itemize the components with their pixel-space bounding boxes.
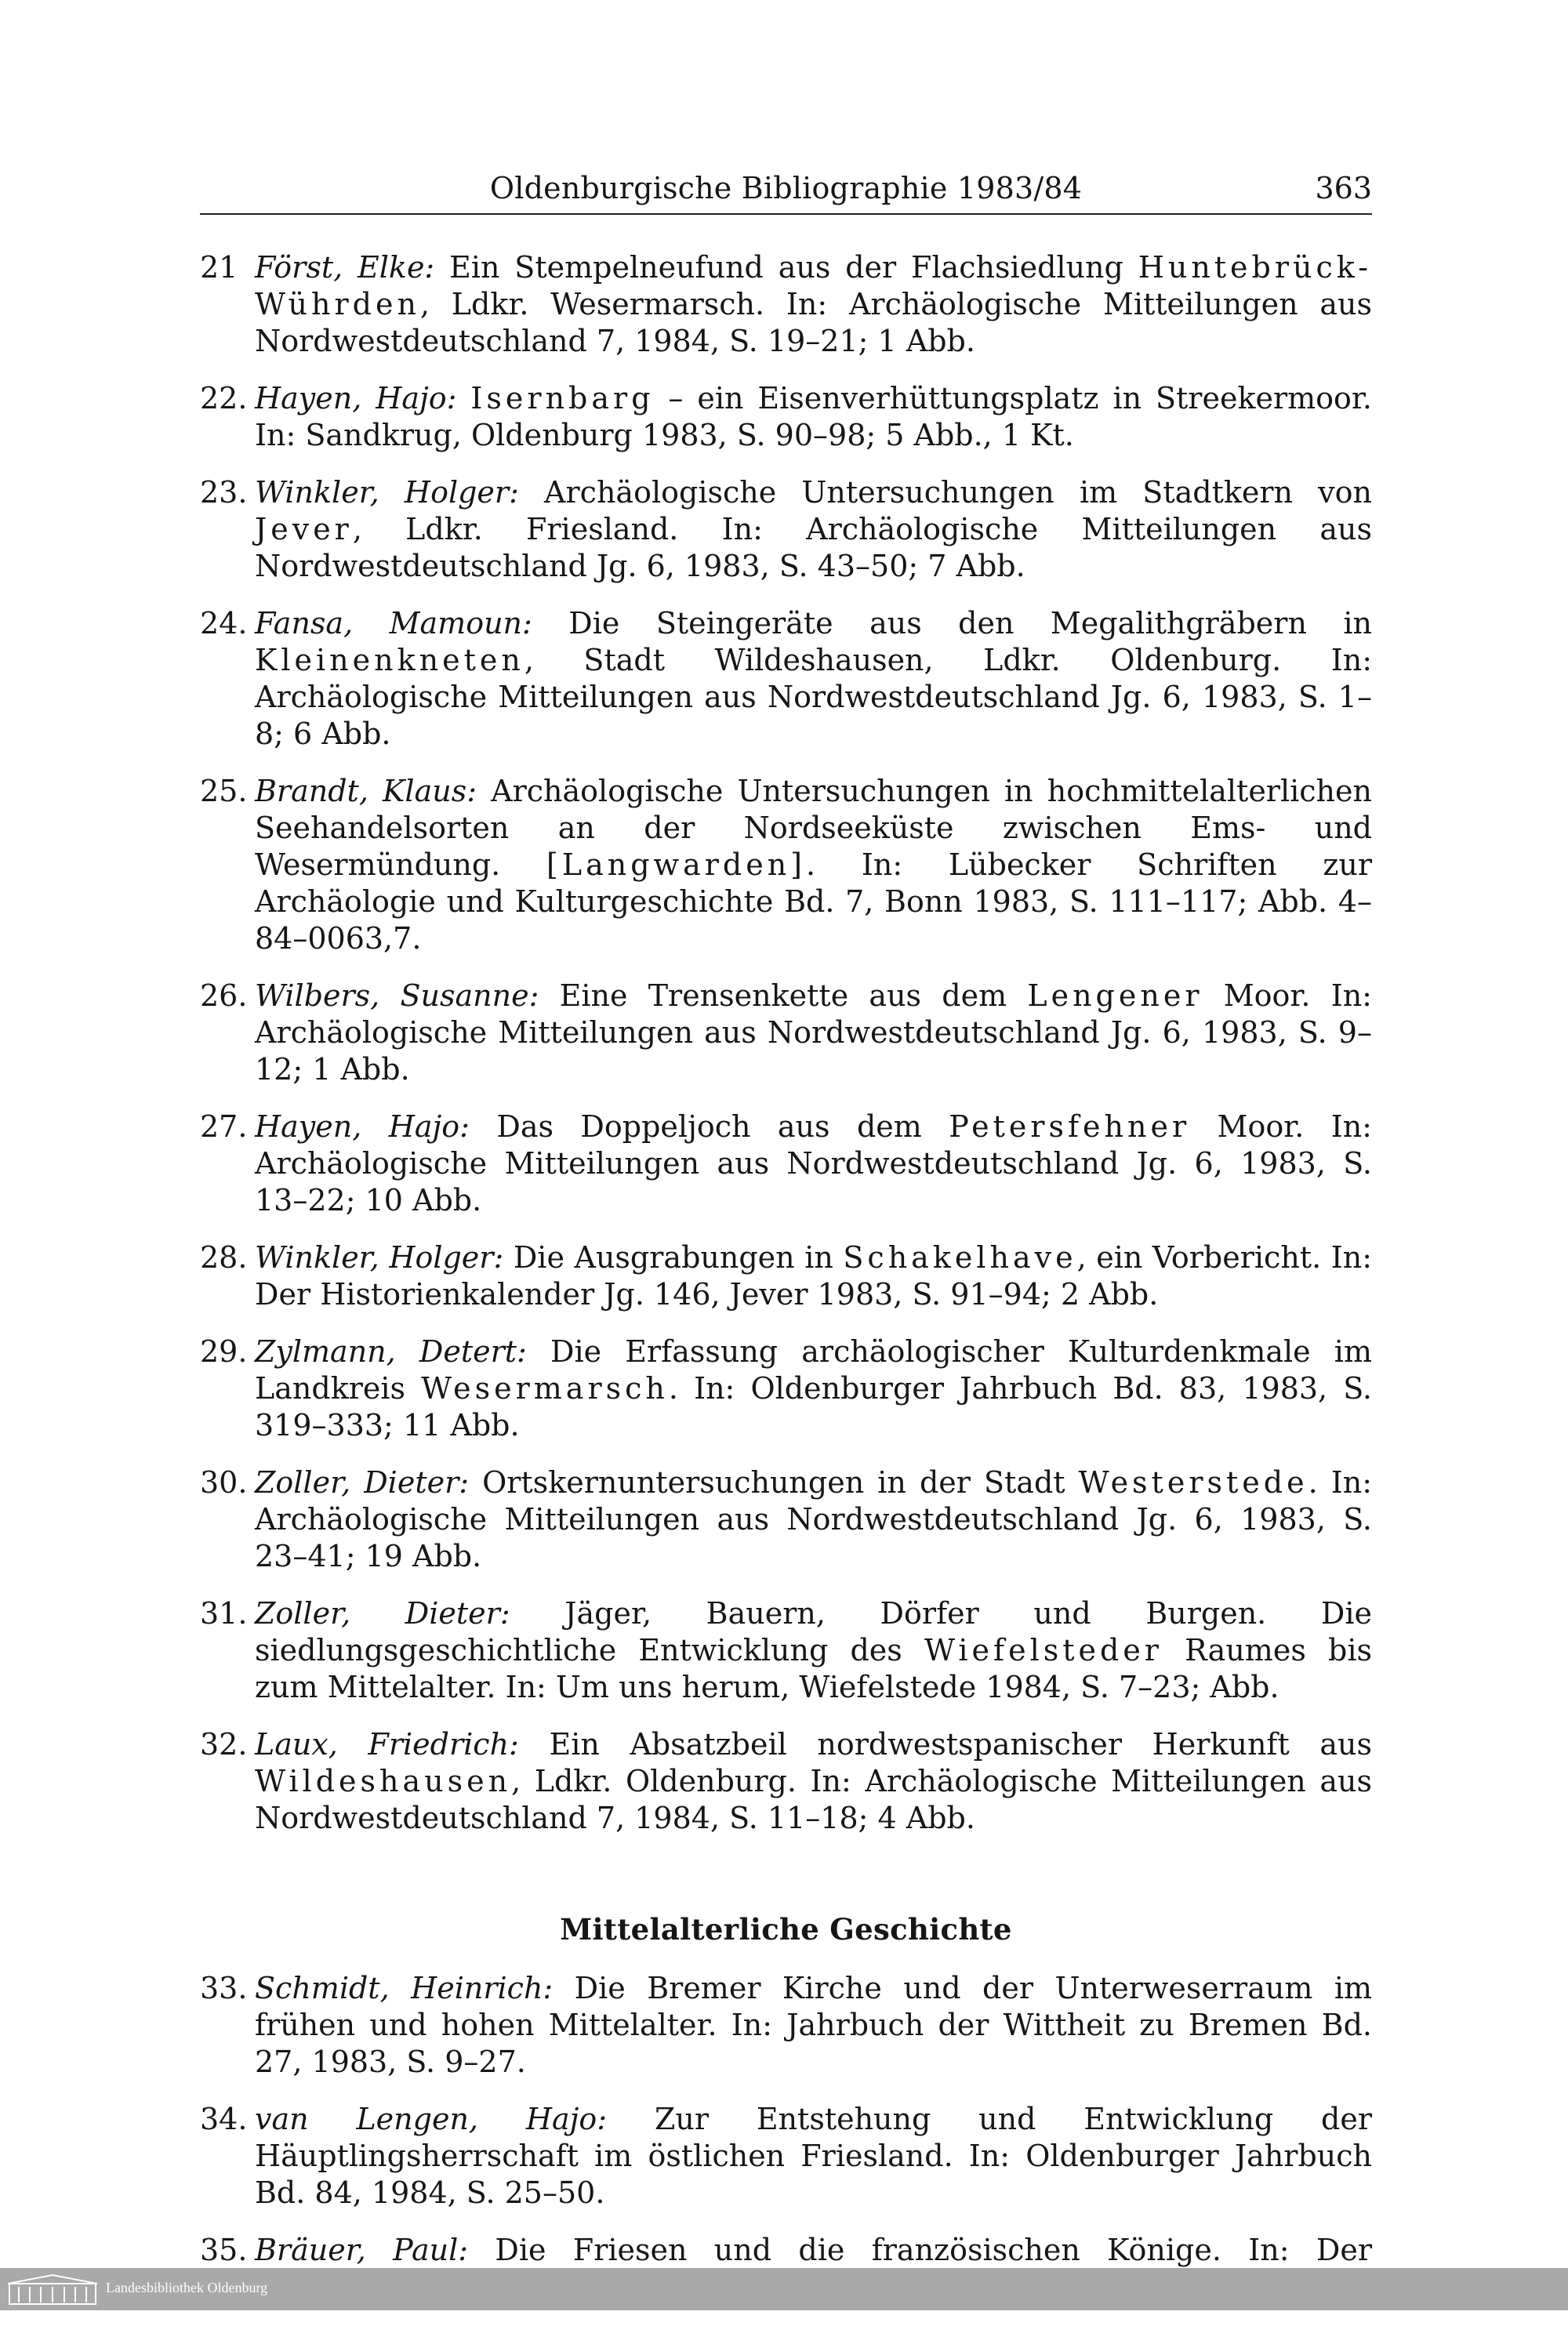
entry-author: Laux, Friedrich: — [255, 1727, 519, 1762]
entry-text: Die Ausgrabungen in — [503, 1240, 844, 1275]
entry-text: Jäger, Bauern, Dörfer und Burgen. Die siedlungsgeschichtliche Entwicklung des — [255, 1596, 1373, 1667]
bibliography-body — [200, 249, 1372, 2326]
entry-author: Först, Elke: — [255, 250, 435, 285]
entry-number: 29. — [200, 1334, 248, 1369]
spaced-place-name: Jever — [255, 512, 353, 546]
entry-number: 27. — [200, 1109, 248, 1144]
library-name: Landesbibliothek Oldenburg — [106, 2280, 268, 2295]
entry-author: Hayen, Hajo: — [255, 381, 457, 415]
entry-author: van Lengen, Hajo: — [255, 2102, 608, 2136]
entry-number: 31. — [200, 1596, 248, 1631]
entry-list — [200, 249, 1372, 1837]
entry-number: 23. — [200, 475, 248, 510]
entry-text: Zur Entstehung und Entwicklung der Häuptlingsherrschaft im östlichen Friesland. In: Oldenburger Jahrbuch Bd. 84, 1984, S. 25–50. — [255, 2102, 1373, 2210]
entry-author: Zoller, Dieter: — [255, 1596, 510, 1631]
entry-text: Die Friesen und die französischen Könige. In: Der — [495, 2233, 1372, 2267]
bibliography-entry — [200, 474, 1372, 585]
entry-text — [456, 381, 470, 415]
entry-text: . In: Oldenburger Jahrbuch Bd. 83, 1983, S. 319–333; 11 Abb. — [255, 1371, 1373, 1442]
spaced-place-name: Isernbarg — [470, 381, 655, 415]
entry-text: . In: Archäologische Mitteilungen aus Nordwestdeutschland Jg. 6, 1983, S. 23–41; 19 Abb. — [255, 1465, 1372, 1573]
entry-text: Die Erfassung archäologischer Kulturdenkmale im Landkreis — [255, 1334, 1372, 1406]
entry-number: 34. — [200, 2102, 248, 2136]
bibliography-entry — [200, 1595, 1372, 1706]
bibliography-entry — [200, 249, 1372, 360]
spaced-place-name: Westerstede — [1078, 1465, 1308, 1500]
entry-text: , Ldkr. Oldenburg. In: Archäologische Mitteilungen aus Nordwestdeutschland 7, 1984, S. 11–18; 4 Abb. — [255, 1764, 1372, 1835]
bibliography-entry — [200, 1726, 1372, 1837]
entry-author: Brandt, Klaus: — [255, 774, 477, 808]
entry-author: Fansa, Mamoun: — [255, 606, 532, 640]
entry-text: Moor. In: Archäologische Mitteilungen aus Nordwestdeutschland Jg. 6, 1983, S. 13–22; 10 Abb. — [255, 1109, 1372, 1217]
entry-text: Die Bremer Kirche und der Unterweserraum im frühen und hohen Mittelalter. In: Jahrbuch der Wittheit zu Bremen Bd. 27, 1983, S. 9–27. — [255, 1971, 1373, 2079]
entry-number: 25. — [200, 774, 248, 808]
entry-text: , ein Vorbericht. In: Der Historienkalender Jg. 146, Jever 1983, S. 91–94; 2 Abb. — [255, 1240, 1372, 1312]
entry-text: , Ldkr. Friesland. In: Archäologische Mitteilungen aus Nordwestdeutschland Jg. 6, 1983, S. 43–50; 7 Abb. — [255, 512, 1372, 583]
entry-number: 32. — [200, 1727, 248, 1762]
header-title: Oldenburgische Bibliographie 1983/84 — [489, 171, 1083, 205]
bibliography-entry — [200, 1109, 1372, 1219]
entry-text: , Ldkr. Wesermarsch. In: Archäologische Mitteilungen aus Nordwestdeutschland 7, 1984, S. 19–21; 1 Abb. — [255, 287, 1372, 358]
entry-text: Ortskernuntersuchungen in der Stadt — [469, 1465, 1079, 1500]
entry-text: – ein Eisenverhüttungsplatz in Streekermoor. In: Sandkrug, Oldenburg 1983, S. 90–98; 5 Abb., 1 Kt. — [255, 381, 1372, 452]
entry-number: 22. — [200, 381, 248, 415]
entry-text: Raumes bis zum Mittelalter. In: Um uns herum, Wiefelstede 1984, S. 7–23; Abb. — [255, 1633, 1372, 1704]
entry-author: Winkler, Holger: — [255, 475, 519, 510]
footer-bar — [0, 2268, 1568, 2310]
spaced-place-name: Wildeshausen — [255, 1764, 512, 1798]
entry-text: , Stadt Wildeshausen, Ldkr. Oldenburg. In: Archäologische Mitteilungen aus Nordwestdeutschland Jg. 6, 1983, S. 1–8; 6 Abb. — [255, 643, 1372, 751]
bibliography-entry — [200, 1239, 1372, 1313]
section-heading: Mittelalterliche Geschichte — [560, 1912, 1012, 1947]
entry-author: Winkler, Holger: — [255, 1240, 504, 1275]
entry-author: Zylmann, Detert: — [255, 1334, 527, 1369]
entry-author: Wilbers, Susanne: — [255, 978, 539, 1013]
entry-text: Archäologische Untersuchungen in hochmittelalterlichen Seehandelsorten an der Nordseeküste zwischen Ems- und Wesermündung. — [255, 774, 1372, 882]
spaced-place-name: Lengener — [1027, 978, 1203, 1013]
spaced-place-name: Huntebrück-Wührden — [255, 250, 1372, 321]
entry-number: 21 — [200, 250, 238, 285]
spaced-place-name: Kleinenkneten — [255, 643, 524, 677]
spaced-place-name: Schakelhave — [843, 1240, 1077, 1275]
bibliography-entry — [200, 1334, 1372, 1444]
entry-number: 28. — [200, 1240, 248, 1275]
entry-text: Moor. In: Archäologische Mitteilungen aus Nordwestdeutschland Jg. 6, 1983, S. 9–12; 1 Abb. — [255, 978, 1372, 1087]
entry-author: Schmidt, Heinrich: — [255, 1971, 554, 2005]
entry-text: . In: Lübecker Schriften zur Archäologie und Kulturgeschichte Bd. 7, Bonn 1983, S. 111–117; Abb. 4–84–0063,7. — [255, 847, 1372, 956]
bibliography-entry — [200, 2101, 1372, 2212]
page-number: 363 — [1315, 171, 1372, 205]
bibliography-entry — [200, 1970, 1372, 2081]
running-header — [200, 166, 1372, 215]
entry-text: Ein Absatzbeil nordwestspanischer Herkunft aus — [518, 1727, 1372, 1762]
entry-text: Eine Trensenkette aus dem — [539, 978, 1028, 1013]
entry-text: Die Steingeräte aus den Megalithgräbern in — [532, 606, 1372, 640]
spaced-place-name: Wesermarsch — [421, 1371, 669, 1406]
bibliography-entry — [200, 978, 1372, 1088]
entry-author: Hayen, Hajo: — [255, 1109, 470, 1144]
entry-text: Ein Stempelneufund aus der Flachsiedlung — [434, 250, 1138, 285]
bibliography-entry — [200, 1464, 1372, 1575]
entry-number: 33. — [200, 1971, 248, 2005]
bibliography-entry — [200, 605, 1372, 753]
spaced-place-name: Wiefelsteder — [924, 1633, 1163, 1667]
entry-number: 26. — [200, 978, 248, 1013]
entry-list — [200, 1970, 1372, 2306]
entry-number: 24. — [200, 606, 248, 640]
bibliography-entry — [200, 773, 1372, 957]
entry-text: Das Doppeljoch aus dem — [469, 1109, 949, 1144]
entry-author: Bräuer, Paul: — [255, 2233, 469, 2267]
spaced-place-name: [Langwarden] — [546, 847, 807, 882]
bibliography-entry — [200, 380, 1372, 454]
entry-author: Zoller, Dieter: — [255, 1465, 470, 1500]
entry-number: 30. — [200, 1465, 248, 1500]
spaced-place-name: Petersfehner — [949, 1109, 1191, 1144]
entry-text: Archäologische Untersuchungen im Stadtkern von — [518, 475, 1372, 510]
library-building-icon — [6, 2273, 99, 2306]
entry-number: 35. — [200, 2233, 248, 2267]
